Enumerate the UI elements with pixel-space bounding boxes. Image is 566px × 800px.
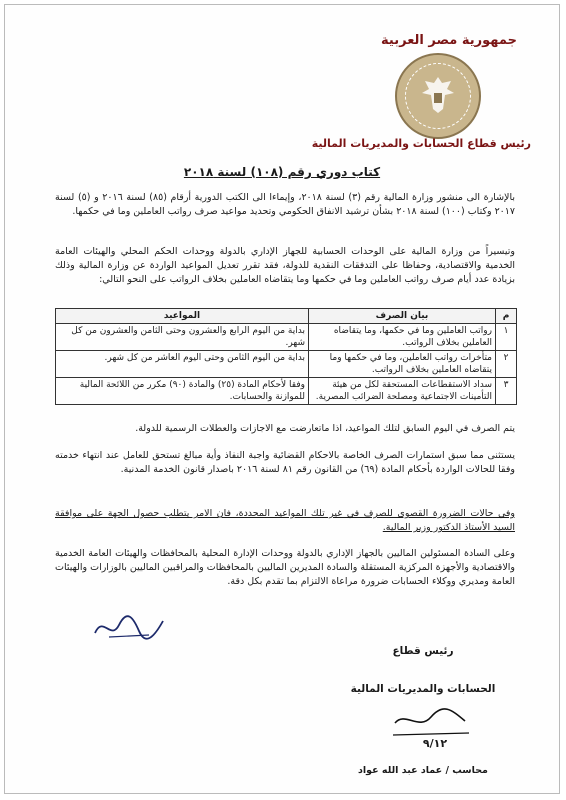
paragraph-urgent-cases: وفي حالات الضرورة القصوى للصرف في غير تلك المواعيد المحددة، فان الامر يتطلب حصول الجهة على موافقة السيد الأستاذ الدكتور وزير المالية.: [55, 508, 515, 533]
header-description: بيان الصرف: [309, 309, 496, 324]
table-row: [56, 324, 517, 351]
paragraph-compliance: وعلى السادة المسئولين الماليين بالجهاز الإداري بالدولة ووحدات الإدارة المحلية بالمحافظات والهيئات العامة الخدمية والاقتصادية والأجهزة المركزية المستقلة والسادة المديرين الماليين بالمحافظات والمراقبين الماليين بالوزارات والهيئات العامة ومديري ووكلاء الحسابات ضرورة مراعاة الالتزام بما تقدم بكل دقة.: [55, 548, 515, 587]
row-dates: بداية من اليوم الثامن وحتى اليوم العاشر من كل شهر.: [56, 351, 309, 378]
document-page: [4, 4, 560, 794]
table-row: [56, 378, 517, 405]
paragraph-holiday-rule: يتم الصرف في اليوم السابق لتلك المواعيد، اذا ماتعارضت مع الاجازات والعطلات الرسمية للدولة.: [135, 423, 515, 434]
header-number: م: [496, 309, 517, 324]
row-description: رواتب العاملين وما في حكمها، وما يتقاضاه العاملين بخلاف الرواتب.: [309, 324, 496, 351]
row-description: سداد الاستقطاعات المستحقة لكل من هيئة التأمينات الاجتماعية ومصلحة الضرائب المصرية.: [309, 378, 496, 405]
row-number: ٣: [496, 378, 517, 405]
row-dates: وفقا لأحكام المادة (٢٥) والمادة (٩٠) مكرر من اللائحة المالية للموازنة والحسابات.: [56, 378, 309, 405]
header-department: رئيس قطاع الحسابات والمديريات المالية: [311, 137, 531, 150]
paragraph-exceptions: يستثنى مما سبق استمارات الصرف الخاصة بالاحكام القضائية واجبة النفاذ وأية مبالغ تستحق للعامل عند انتهاء خدمته وفقا للحالات الواردة بأحكام المادة (٦٩) من القانون رقم ٨١ لسنة ٢٠١٦ باصدار قانون الخدمة المدنية.: [55, 450, 515, 475]
row-number: ١: [496, 324, 517, 351]
header-dates: المواعيد: [56, 309, 309, 324]
table-header-row: [56, 309, 517, 324]
eagle-seal-icon: [395, 53, 481, 139]
signature-department: الحسابات والمديريات المالية: [350, 683, 496, 695]
paragraph-reference: بالإشارة الى منشور وزارة المالية رقم (٣) لسنة ٢٠١٨، وإيماءا الى الكتب الدورية أرقام (٨٥) لسنة ٢٠١٦ و (٥) لسنة ٢٠١٧ وكتاب (١٠٠) لسنة ٢٠١٨ بشأن ترشيد الانفاق الحكومي وتحديد مواعيد صرف رواتب العاملين وما في حكمها.: [55, 192, 515, 217]
eagle-emblem: [421, 75, 455, 115]
handwritten-date: ٩/١٢: [422, 737, 448, 750]
signatory-name: محاسب / عماد عبد الله عواد: [358, 765, 488, 776]
row-number: ٢: [496, 351, 517, 378]
handwritten-signature: [89, 611, 169, 645]
schedule-table: [55, 308, 517, 405]
row-description: متأخرات رواتب العاملين، وما في حكمها وما يتقاضاه العاملين بخلاف الرواتب.: [309, 351, 496, 378]
header-country: جمهورية مصر العربية: [381, 33, 517, 48]
paragraph-decision: وتيسيراً من وزارة المالية على الوحدات الحسابية للجهاز الإداري بالدولة ووحدات الحكم المحلي والهيئات العامة الخدمية والاقتصادية، وحفاظا على التدفقات النقدية للدولة، فقد تقرر تعديل المواعيد الواردة عن وزارة المالية وذلك بزيادة عدد أيام صرف رواتب العاملين وما في حكمها وما يتقاضاه العاملين بخلاف الرواتب على النحو التالي:: [55, 246, 515, 285]
table-row: [56, 351, 517, 378]
signature-title: رئيس قطاع: [392, 645, 454, 657]
document-title: كتاب دوري رقم (١٠٨) لسنة ٢٠١٨: [183, 165, 381, 179]
row-dates: بداية من اليوم الرابع والعشرون وحتى الثامن والعشرون من كل شهر.: [56, 324, 309, 351]
